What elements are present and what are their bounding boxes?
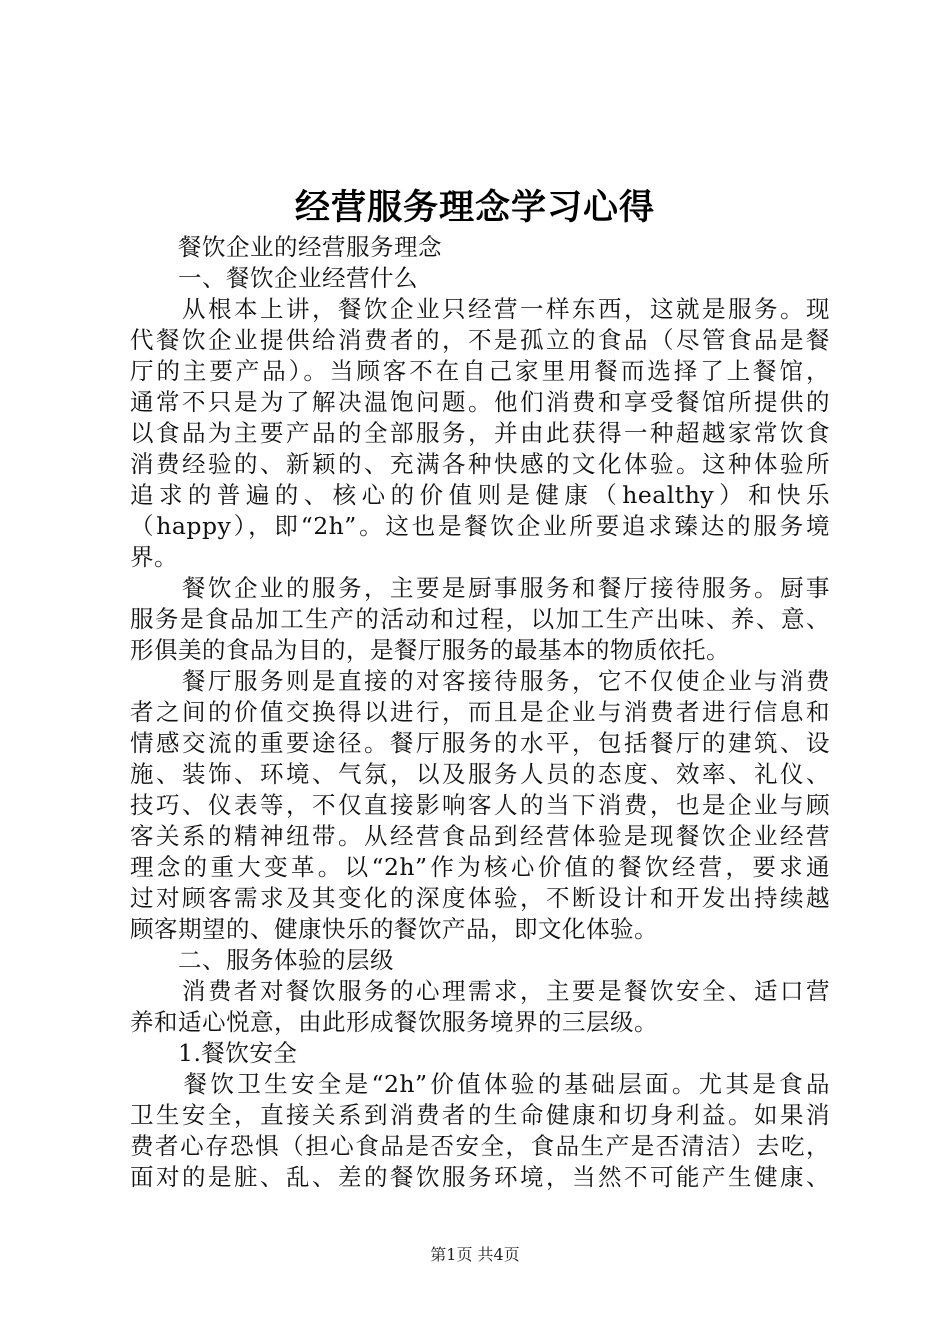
text-line: 1.餐饮安全: [130, 1039, 298, 1067]
text-line: 客关系的精神纽带。从经营食品到经营体验是现餐饮企业经营: [130, 822, 830, 850]
text-line: 餐厅服务则是直接的对客接待服务，它不仅使企业与消费: [130, 667, 830, 695]
text-line: 卫生安全，直接关系到消费者的生命健康和切身利益。如果消: [130, 1101, 830, 1129]
text-line: 消费经验的、新颖的、充满各种快感的文化体验。这种体验所: [130, 450, 830, 478]
text-line: 餐饮企业的服务，主要是厨事服务和餐厅接待服务。厨事: [130, 574, 830, 602]
text-line: 顾客期望的、健康快乐的餐饮产品，即文化体验。: [130, 915, 658, 943]
text-line: 情感交流的重要途径。餐厅服务的水平，包括餐厅的建筑、设: [130, 729, 830, 757]
page-footer: 第1页 共4页: [430, 1245, 520, 1264]
text-line: 过对顾客需求及其变化的深度体验，不断设计和开发出持续越: [130, 884, 830, 912]
text-line: 代餐饮企业提供给消费者的，不是孤立的食品（尽管食品是餐: [130, 326, 830, 354]
text-line: 一、餐饮企业经营什么: [130, 264, 418, 292]
text-line: 者之间的价值交换得以进行，而且是企业与消费者进行信息和: [130, 698, 830, 726]
text-line: 费者心存恐惧（担心食品是否安全，食品生产是否清洁）去吃，: [130, 1132, 830, 1160]
text-line: 理念的重大变革。以“2h”作为核心价值的餐饮经营，要求通: [130, 853, 830, 881]
text-line: 消费者对餐饮服务的心理需求，主要是餐饮安全、适口营: [130, 977, 830, 1005]
text-line: 施、装饰、环境、气氛，以及服务人员的态度、效率、礼仪、: [130, 760, 830, 788]
document-body: [130, 232, 830, 1193]
text-line: 餐饮卫生安全是“2h”价值体验的基础层面。尤其是食品: [130, 1070, 830, 1098]
text-line: 二、服务体验的层级: [130, 946, 394, 974]
text-line: 追求的普遍的、核心的价值则是健康（healthy）和快乐: [130, 481, 830, 509]
text-line: 服务是食品加工生产的活动和过程，以加工生产出味、养、意、: [130, 605, 830, 633]
text-line: 以食品为主要产品的全部服务，并由此获得一种超越家常饮食: [130, 419, 830, 447]
text-line: 从根本上讲，餐饮企业只经营一样东西，这就是服务。现: [130, 295, 830, 323]
text-line: 技巧、仪表等，不仅直接影响客人的当下消费，也是企业与顾: [130, 791, 830, 819]
text-line: 餐饮企业的经营服务理念: [130, 233, 442, 261]
text-line: 养和适心悦意，由此形成餐饮服务境界的三层级。: [130, 1008, 658, 1036]
document-title: 经营服务理念学习心得: [294, 188, 655, 228]
text-line: 形俱美的食品为目的，是餐厅服务的最基本的物质依托。: [130, 636, 730, 664]
text-line: 通常不只是为了解决温饱问题。他们消费和享受餐馆所提供的: [130, 388, 830, 416]
text-line: 面对的是脏、乱、差的餐饮服务环境，当然不可能产生健康、: [130, 1163, 830, 1191]
text-line: 界。: [130, 543, 178, 571]
text-line: 厅的主要产品）。当顾客不在自己家里用餐而选择了上餐馆，: [130, 357, 830, 385]
text-line: （happy），即“2h”。这也是餐饮企业所要追求臻达的服务境: [130, 512, 830, 540]
